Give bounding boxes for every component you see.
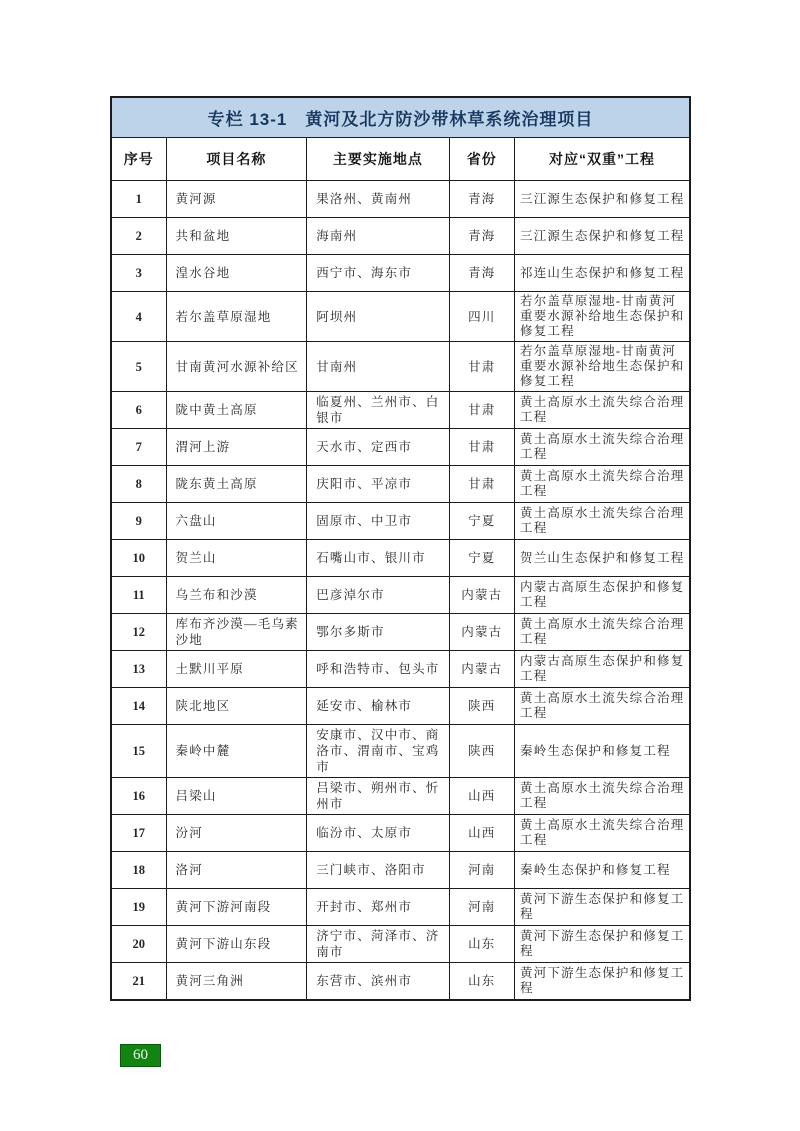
table-row (111, 725, 690, 778)
province-cell: 山东 (449, 926, 514, 963)
location-cell: 开封市、郑州市 (307, 889, 449, 926)
col-header-province: 省份 (449, 138, 514, 181)
location-cell: 阿坝州 (307, 292, 449, 342)
row-number-cell: 9 (111, 503, 166, 540)
province-cell: 内蒙古 (449, 577, 514, 614)
table-row (111, 392, 690, 429)
province-cell: 内蒙古 (449, 651, 514, 688)
double-heavy-project-cell: 黄河下游生态保护和修复工程 (515, 963, 690, 1001)
row-number-cell: 17 (111, 815, 166, 852)
double-heavy-project-cell: 黄河下游生态保护和修复工程 (515, 889, 690, 926)
table-row (111, 255, 690, 292)
project-name-cell: 共和盆地 (166, 218, 307, 255)
table-title: 专栏 13-1 黄河及北方防沙带林草系统治理项目 (111, 97, 690, 138)
table-header-row (111, 138, 690, 181)
location-cell: 石嘴山市、银川市 (307, 540, 449, 577)
province-cell: 内蒙古 (449, 614, 514, 651)
project-name-cell: 渭河上游 (166, 429, 307, 466)
location-cell: 海南州 (307, 218, 449, 255)
project-name-cell: 黄河三角洲 (166, 963, 307, 1001)
double-heavy-project-cell: 若尔盖草原湿地-甘南黄河重要水源补给地生态保护和修复工程 (515, 342, 690, 392)
table-row (111, 926, 690, 963)
table-row (111, 218, 690, 255)
province-cell: 甘肃 (449, 466, 514, 503)
province-cell: 甘肃 (449, 392, 514, 429)
row-number-cell: 2 (111, 218, 166, 255)
row-number-cell: 1 (111, 181, 166, 218)
col-header-project-name: 项目名称 (166, 138, 307, 181)
province-cell: 甘肃 (449, 342, 514, 392)
province-cell: 山西 (449, 815, 514, 852)
double-heavy-project-cell: 内蒙古高原生态保护和修复工程 (515, 577, 690, 614)
double-heavy-project-cell: 黄土高原水土流失综合治理工程 (515, 503, 690, 540)
location-cell: 济宁市、菏泽市、济南市 (307, 926, 449, 963)
row-number-cell: 7 (111, 429, 166, 466)
project-name-cell: 黄河下游山东段 (166, 926, 307, 963)
project-name-cell: 湟水谷地 (166, 255, 307, 292)
project-name-cell: 吕梁山 (166, 778, 307, 815)
double-heavy-project-cell: 祁连山生态保护和修复工程 (515, 255, 690, 292)
location-cell: 固原市、中卫市 (307, 503, 449, 540)
row-number-cell: 20 (111, 926, 166, 963)
row-number-cell: 15 (111, 725, 166, 778)
row-number-cell: 21 (111, 963, 166, 1001)
project-name-cell: 秦岭中麓 (166, 725, 307, 778)
province-cell: 山西 (449, 778, 514, 815)
project-table (110, 96, 691, 1001)
table-row (111, 503, 690, 540)
table-row (111, 778, 690, 815)
double-heavy-project-cell: 秦岭生态保护和修复工程 (515, 725, 690, 778)
page-number-badge: 60 (120, 1044, 161, 1067)
row-number-cell: 19 (111, 889, 166, 926)
row-number-cell: 11 (111, 577, 166, 614)
location-cell: 西宁市、海东市 (307, 255, 449, 292)
location-cell: 天水市、定西市 (307, 429, 449, 466)
project-name-cell: 贺兰山 (166, 540, 307, 577)
row-number-cell: 8 (111, 466, 166, 503)
table-row (111, 181, 690, 218)
province-cell: 四川 (449, 292, 514, 342)
location-cell: 临夏州、兰州市、白银市 (307, 392, 449, 429)
project-name-cell: 库布齐沙漠—毛乌素沙地 (166, 614, 307, 651)
province-cell: 甘肃 (449, 429, 514, 466)
table-body (111, 181, 690, 1001)
location-cell: 临汾市、太原市 (307, 815, 449, 852)
location-cell: 三门峡市、洛阳市 (307, 852, 449, 889)
project-name-cell: 黄河源 (166, 181, 307, 218)
project-name-cell: 六盘山 (166, 503, 307, 540)
location-cell: 甘南州 (307, 342, 449, 392)
row-number-cell: 18 (111, 852, 166, 889)
row-number-cell: 5 (111, 342, 166, 392)
col-header-location: 主要实施地点 (307, 138, 449, 181)
row-number-cell: 12 (111, 614, 166, 651)
col-header-number: 序号 (111, 138, 166, 181)
table-row (111, 540, 690, 577)
table-row (111, 815, 690, 852)
location-cell: 果洛州、黄南州 (307, 181, 449, 218)
table-row (111, 429, 690, 466)
province-cell: 陕西 (449, 688, 514, 725)
province-cell: 宁夏 (449, 540, 514, 577)
location-cell: 呼和浩特市、包头市 (307, 651, 449, 688)
province-cell: 河南 (449, 852, 514, 889)
location-cell: 庆阳市、平凉市 (307, 466, 449, 503)
double-heavy-project-cell: 黄土高原水土流失综合治理工程 (515, 815, 690, 852)
province-cell: 青海 (449, 255, 514, 292)
table-title-row (111, 97, 690, 138)
table-row (111, 963, 690, 1001)
double-heavy-project-cell: 三江源生态保护和修复工程 (515, 181, 690, 218)
project-name-cell: 甘南黄河水源补给区 (166, 342, 307, 392)
project-name-cell: 黄河下游河南段 (166, 889, 307, 926)
project-name-cell: 汾河 (166, 815, 307, 852)
row-number-cell: 13 (111, 651, 166, 688)
project-name-cell: 洛河 (166, 852, 307, 889)
location-cell: 鄂尔多斯市 (307, 614, 449, 651)
double-heavy-project-cell: 黄土高原水土流失综合治理工程 (515, 688, 690, 725)
table-row (111, 614, 690, 651)
col-header-double-heavy-project: 对应“双重”工程 (515, 138, 690, 181)
double-heavy-project-cell: 贺兰山生态保护和修复工程 (515, 540, 690, 577)
project-name-cell: 陇中黄土高原 (166, 392, 307, 429)
double-heavy-project-cell: 三江源生态保护和修复工程 (515, 218, 690, 255)
table-row (111, 852, 690, 889)
province-cell: 山东 (449, 963, 514, 1001)
double-heavy-project-cell: 黄土高原水土流失综合治理工程 (515, 614, 690, 651)
project-name-cell: 陕北地区 (166, 688, 307, 725)
table-row (111, 466, 690, 503)
location-cell: 巴彦淖尔市 (307, 577, 449, 614)
province-cell: 青海 (449, 181, 514, 218)
double-heavy-project-cell: 黄土高原水土流失综合治理工程 (515, 778, 690, 815)
project-name-cell: 陇东黄土高原 (166, 466, 307, 503)
table-row (111, 342, 690, 392)
table-row (111, 651, 690, 688)
double-heavy-project-cell: 黄土高原水土流失综合治理工程 (515, 392, 690, 429)
location-cell: 安康市、汉中市、商洛市、渭南市、宝鸡市 (307, 725, 449, 778)
row-number-cell: 10 (111, 540, 166, 577)
table-row (111, 292, 690, 342)
double-heavy-project-cell: 黄土高原水土流失综合治理工程 (515, 429, 690, 466)
project-name-cell: 若尔盖草原湿地 (166, 292, 307, 342)
table-row (111, 577, 690, 614)
double-heavy-project-cell: 若尔盖草原湿地-甘南黄河重要水源补给地生态保护和修复工程 (515, 292, 690, 342)
province-cell: 青海 (449, 218, 514, 255)
location-cell: 东营市、滨州市 (307, 963, 449, 1001)
table-row (111, 889, 690, 926)
row-number-cell: 4 (111, 292, 166, 342)
project-name-cell: 土默川平原 (166, 651, 307, 688)
project-name-cell: 乌兰布和沙漠 (166, 577, 307, 614)
double-heavy-project-cell: 内蒙古高原生态保护和修复工程 (515, 651, 690, 688)
location-cell: 延安市、榆林市 (307, 688, 449, 725)
province-cell: 宁夏 (449, 503, 514, 540)
row-number-cell: 14 (111, 688, 166, 725)
double-heavy-project-cell: 秦岭生态保护和修复工程 (515, 852, 690, 889)
row-number-cell: 16 (111, 778, 166, 815)
province-cell: 河南 (449, 889, 514, 926)
double-heavy-project-cell: 黄土高原水土流失综合治理工程 (515, 466, 690, 503)
location-cell: 吕梁市、朔州市、忻州市 (307, 778, 449, 815)
row-number-cell: 6 (111, 392, 166, 429)
row-number-cell: 3 (111, 255, 166, 292)
province-cell: 陕西 (449, 725, 514, 778)
double-heavy-project-cell: 黄河下游生态保护和修复工程 (515, 926, 690, 963)
table-row (111, 688, 690, 725)
